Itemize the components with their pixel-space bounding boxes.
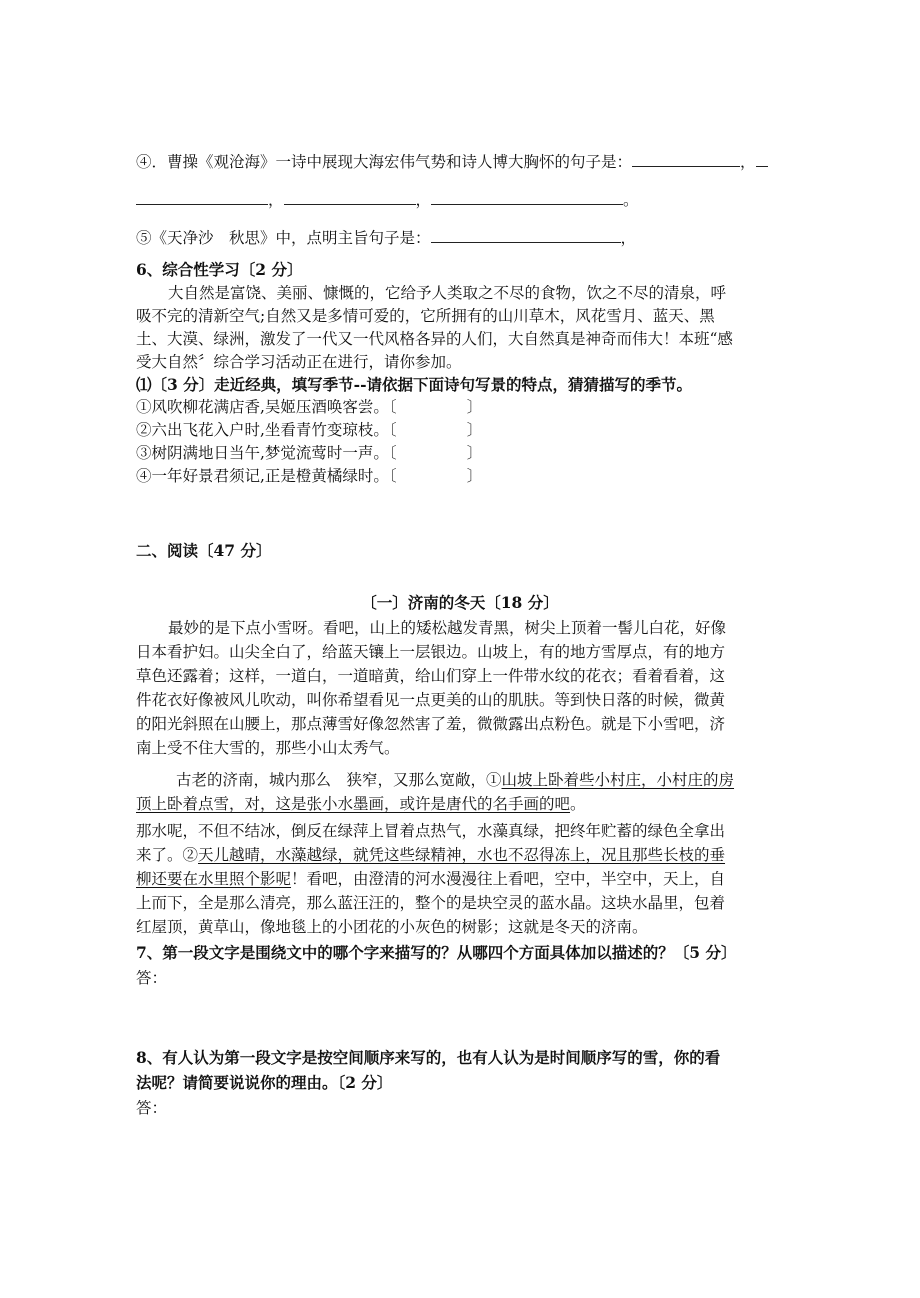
s6-item-3-text: ③树阴满地日当午,梦觉流莺时一声。〔 [136, 444, 397, 462]
article-p3-prefix: 来了。② [136, 846, 199, 864]
s6-item-2-text: ②六出飞花入户时,坐看青竹变琼枝。〔 [136, 421, 397, 439]
s6-item-3 [136, 443, 482, 463]
underlined-sentence-1b: 顶上卧着点雪，对，这是张小水墨画，或许是唐代的名手画的吧 [136, 795, 571, 813]
q4-blank-1[interactable] [632, 152, 740, 167]
q4-prompt: ④．曹操《观沧海》一诗中展现大海宏伟气势和诗人博大胸怀的句子是： [136, 153, 633, 171]
s6-item-2-close: 〕 [466, 421, 483, 439]
s6-item-2 [136, 420, 482, 440]
s6-item-4-close: 〕 [466, 467, 483, 485]
article-p1-line-3: 草色还露着；这样，一道白，一道暗黄，给山们穿上一件带水纹的花衣；看着看着，这 [136, 667, 726, 685]
article-p3-line-5: 红屋顶，黄草山，像地毯上的小团花的小灰色的树影；这就是冬天的济南。 [136, 918, 648, 936]
q4-blank-2[interactable] [136, 190, 268, 205]
article-p2-start: 古老的济南，城内那么 狭窄，又那么宽敞，① [176, 771, 502, 789]
q5-blank[interactable] [431, 228, 621, 243]
article-p1-line-6: 南上受不住大雪的，那些小山太秀气。 [136, 739, 400, 757]
q4-period: 。 [623, 191, 639, 209]
q4-blank-4[interactable] [431, 190, 623, 205]
article-p2-line-2 [136, 794, 586, 814]
underlined-sentence-2a: 天儿越晴，水藻越绿，就凭这些绿精神，水也不忍得冻上，况且那些长枝的垂 [198, 846, 726, 864]
q5-line [136, 228, 636, 248]
underlined-sentence-2b: 柳还要在水里照个影呢 [136, 870, 292, 888]
article-p1-line-1: 最妙的是下点小雪呀。看吧，山上的矮松越发青黑，树尖上顶着一髻儿白花，好像 [168, 619, 727, 637]
s6-para-line-3: 土、大漠、绿洲，激发了一代又一代风格各异的人们，大自然真是神奇而伟大！本班“感 [136, 330, 733, 348]
s6-item-1-text: ①风吹柳花满店香,吴姬压酒唤客尝。〔 [136, 398, 397, 416]
article-p3-line-4: 上而下，全是那么清亮，那么蓝汪汪的，整个的是块空灵的蓝水晶。这块水晶里，包着 [136, 894, 726, 912]
article-p1-line-4: 件花衣好像被风儿吹动，叫你希望看见一点更美的山的肌肤。等到快日落的时候，微黄 [136, 691, 726, 709]
article-title: 〔一〕济南的冬天〔18 分〕 [361, 593, 559, 612]
s6-para-line-4: 受大自然〞综合学习活动正在进行，请你参加。 [136, 353, 462, 371]
q7-answer-label: 答： [136, 969, 168, 987]
s6-para-line-2: 吸不完的清新空气;自然又是多情可爱的，它所拥有的山川草木，风花雪月、蓝天、黑 [136, 307, 715, 325]
q7-text: 7、第一段文字是围绕文中的哪个字来描写的？从哪四个方面具体加以描述的？〔5 分〕 [136, 943, 737, 962]
article-p1-line-2: 日本看护妇。山尖全白了，给蓝天镶上一层银边。山坡上，有的地方雪厚点，有的地方 [136, 643, 726, 661]
s6-subquestion: ⑴〔3 分〕走近经典，填写季节--请依据下面诗句写景的特点，猜猜描写的季节。 [136, 375, 693, 394]
s6-item-1-close: 〕 [466, 398, 483, 416]
article-p3-line-3 [136, 869, 725, 889]
q4-comma: ， [740, 153, 756, 171]
q4-line1 [136, 152, 768, 172]
underlined-sentence-1a: 山坡上卧着些小村庄，小村庄的房 [501, 771, 735, 789]
q4-blank-3[interactable] [284, 190, 416, 205]
article-p3-line-1: 那水呢，不但不结冰，倒反在绿萍上冒着点热气，水藻真绿，把终年贮蓄的绿色全拿出 [136, 822, 726, 840]
q4-line2 [136, 190, 639, 210]
q4-blank-1-tail[interactable] [756, 152, 768, 167]
s6-title: 6、综合性学习〔2 分〕 [136, 260, 303, 279]
q5-comma: ， [620, 229, 637, 247]
q8-line-2: 法呢？请简要说说你的理由。〔2 分〕 [136, 1073, 393, 1092]
s6-item-4 [136, 466, 482, 486]
q8-answer-label: 答： [136, 1099, 168, 1117]
s6-item-1 [136, 397, 482, 417]
q5-prompt: ⑤《天净沙 秋思》中，点明主旨句子是： [136, 229, 431, 247]
article-p2-line-1 [176, 770, 734, 790]
s6-item-4-text: ④一年好景君须记,正是橙黄橘绿时。〔 [136, 467, 397, 485]
s6-para-line-1: 大自然是富饶、美丽、慷慨的，它给予人类取之不尽的食物，饮之不尽的清泉，呼 [168, 284, 727, 302]
q4-comma-3: ， [415, 191, 432, 209]
q8-line-1: 8、有人认为第一段文字是按空间顺序来写的，也有人认为是时间顺序写的雪，你的看 [136, 1048, 721, 1067]
article-p1-line-5: 的阳光斜照在山腰上，那点薄雪好像忽然害了羞，微微露出点粉色。就是下小雪吧，济 [136, 715, 726, 733]
q4-comma-2: ， [268, 191, 284, 209]
article-p2-end: 。 [570, 795, 586, 813]
article-p3-line-2 [136, 845, 725, 865]
s6-item-3-close: 〕 [466, 444, 483, 462]
article-p3-continue: ！看吧，由澄清的河水漫漫往上看吧，空中，半空中，天上，自 [291, 870, 726, 888]
section-2-title: 二、阅读〔47 分〕 [136, 541, 272, 560]
